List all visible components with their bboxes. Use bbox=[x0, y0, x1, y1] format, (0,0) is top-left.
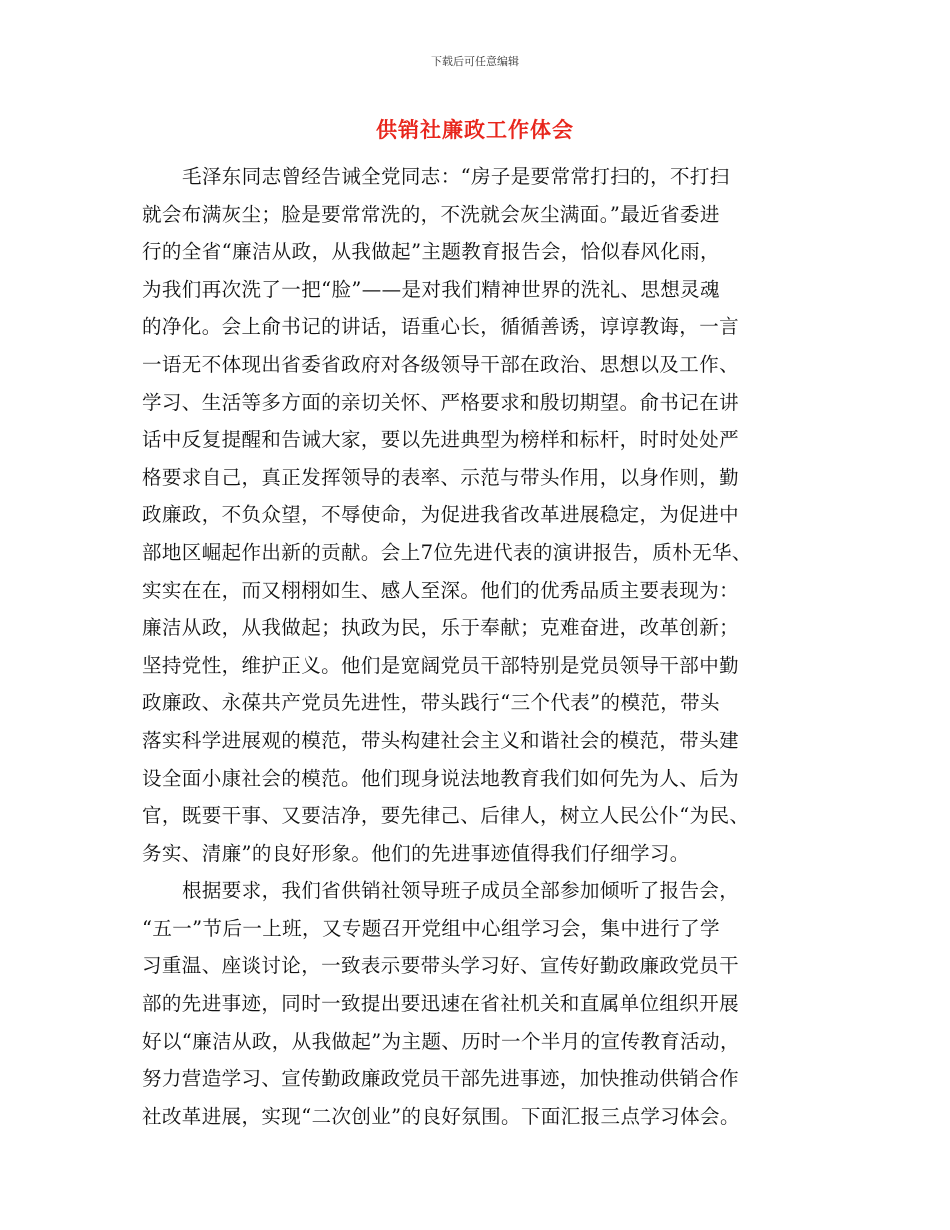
paragraph-line: 实实在在，而又栩栩如生、感人至深。他们的优秀品质主要表现为： bbox=[142, 578, 740, 602]
paragraph-first-line: 毛泽东同志曾经告诫全党同志：“房子是要常常打扫的，不打扫 bbox=[182, 165, 730, 188]
paragraph-line: 一语无不体现出省委省政府对各级领导干部在政治、思想以及工作、 bbox=[142, 352, 740, 376]
paragraph-line: 政廉政，不负众望，不辱使命，为促进我省改革进展稳定，为促进中 bbox=[142, 503, 740, 527]
paragraph-line: 学习、生活等多方面的亲切关怀、严格要求和殷切期望。俞书记在讲 bbox=[142, 390, 740, 414]
paragraph-line: 努力营造学习、宣传勤政廉政党员干部先进事迹，加快推动供销合作 bbox=[142, 1067, 740, 1091]
paragraph-line: 习重温、座谈讨论，一致表示要带头学习好、宣传好勤政廉政党员干 bbox=[142, 954, 740, 978]
paragraph-line: 话中反复提醒和告诫大家，要以先进典型为榜样和标杆，时时处处严 bbox=[142, 428, 740, 452]
paragraph-line: 政廉政、永葆共产党员先进性，带头践行“三个代表”的模范，带头 bbox=[142, 691, 720, 715]
paragraph-first-line: 根据要求，我们省供销社领导班子成员全部参加倾听了报告会， bbox=[182, 879, 740, 903]
paragraph-line: 廉洁从政，从我做起；执政为民，乐于奉献；克难奋进，改革创新； bbox=[142, 616, 740, 640]
paragraph-line: 好以“廉洁从政，从我做起”为主题、历时一个半月的宣传教育活动， bbox=[142, 1029, 740, 1053]
paragraph-line: 设全面小康社会的模范。他们现身说法地教育我们如何先为人、后为 bbox=[142, 766, 740, 790]
paragraph-line: 的净化。会上俞书记的讲话，语重心长，循循善诱，谆谆教诲，一言 bbox=[142, 315, 740, 339]
paragraph-line: 官，既要干事、又要洁净，要先律己、后律人，树立人民公仆“为民、 bbox=[142, 804, 750, 828]
paragraph-line: 社改革进展，实现“二次创业”的良好氛围。下面汇报三点学习体会。 bbox=[142, 1104, 740, 1128]
paragraph-line: 为我们再次洗了一把“脸”——是对我们精神世界的洗礼、思想灵魂 bbox=[142, 277, 720, 301]
paragraph-line: 坚持党性，维护正义。他们是宽阔党员干部特别是党员领导干部中勤 bbox=[142, 653, 740, 677]
paragraph-line: 就会布满灰尘；脸是要常常洗的，不洗就会灰尘满面。”最近省委进 bbox=[142, 202, 720, 226]
paragraph-line: “五一”节后一上班，又专题召开党组中心组学习会，集中进行了学 bbox=[142, 916, 720, 940]
paragraph-line: 部的先进事迹，同时一致提出要迅速在省社机关和直属单位组织开展 bbox=[142, 992, 740, 1016]
paragraph-line: 部地区崛起作出新的贡献。会上7位先进代表的演讲报告，质朴无华、 bbox=[142, 540, 752, 564]
page-header-note: 下载后可任意编辑 bbox=[431, 55, 519, 68]
document-body bbox=[142, 158, 810, 1135]
paragraph-line: 行的全省“廉洁从政，从我做起”主题教育报告会，恰似春风化雨， bbox=[142, 240, 720, 264]
paragraph-line: 务实、清廉”的良好形象。他们的先进事迹值得我们仔细学习。 bbox=[142, 841, 690, 865]
paragraph-line: 落实科学进展观的模范，带头构建社会主义和谐社会的模范，带头建 bbox=[142, 728, 740, 752]
document-title: 供销社廉政工作体会 bbox=[376, 117, 574, 142]
paragraph-line: 格要求自己，真正发挥领导的表率、示范与带头作用，以身作则，勤 bbox=[142, 465, 740, 489]
